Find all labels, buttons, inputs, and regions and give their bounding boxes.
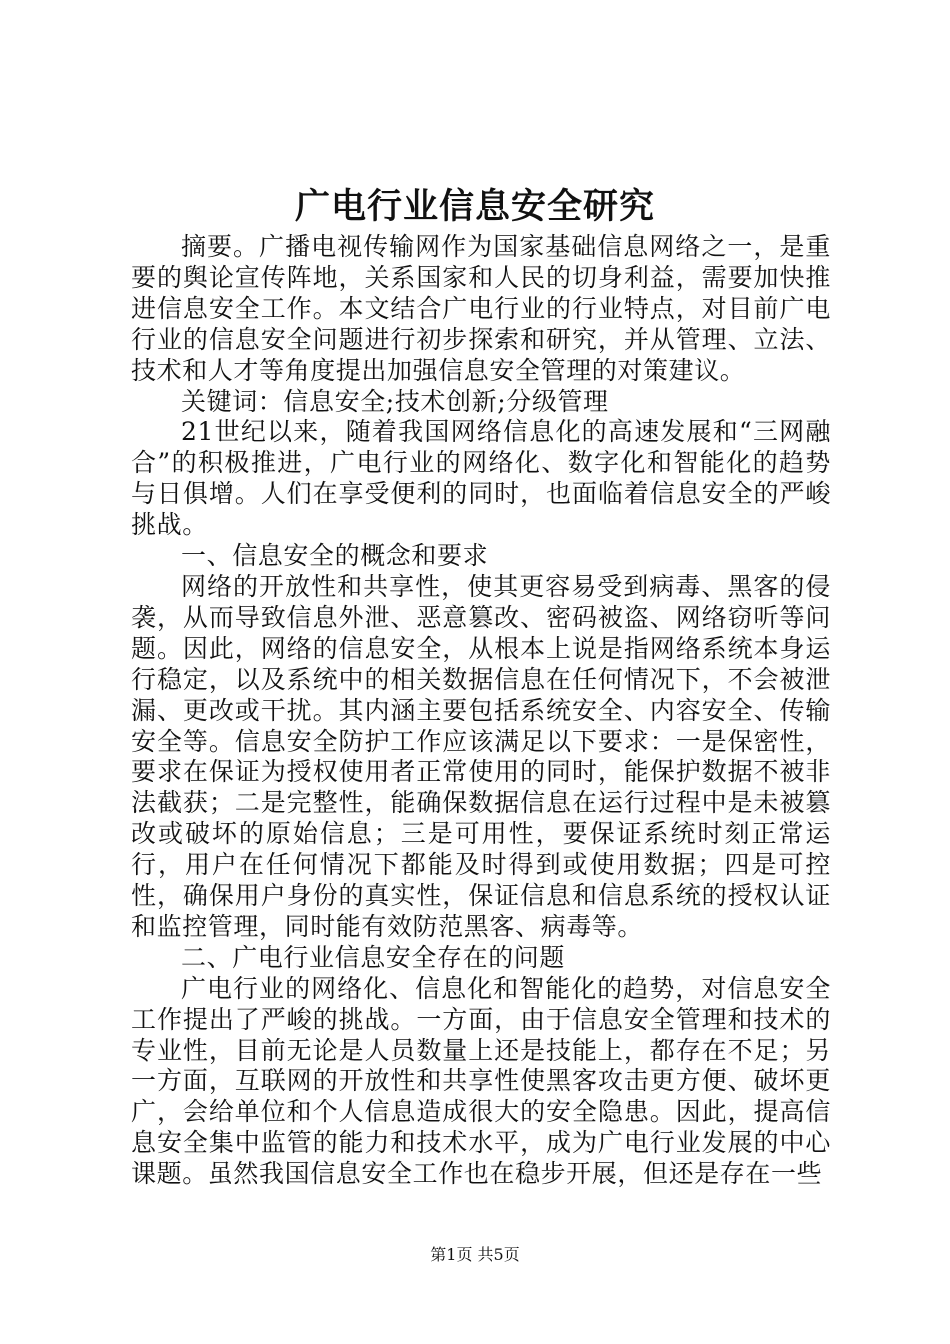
section-heading-1: 一、信息安全的概念和要求 [181, 541, 489, 571]
intro-paragraph: 21世纪以来，随着我国网络信息化的高速发展和“三网融合”的积极推进，广电行业的网络化、数字化和智能化的趋势与日俱增。人们在享受便利的同时，也面临着信息安全的严峻挑战。 [131, 417, 831, 540]
section-2-paragraph: 广电行业的网络化、信息化和智能化的趋势，对信息安全工作提出了严峻的挑战。一方面，由于信息安全管理和技术的专业性，目前无论是人员数量上还是技能上，都存在不足；另一方面，互联网的开放性和共享性使黑客攻击更方便、破坏更广，会给单位和个人信息造成很大的安全隐患。因此，提高信息安全集中监管的能力和技术水平，成为广电行业发展的中心课题。虽然我国信息安全工作也在稳步开展，但还是存在一些 [131, 973, 831, 1189]
page-footer: 第1页 共5页 [430, 1245, 520, 1264]
section-heading-2: 二、广电行业信息安全存在的问题 [181, 942, 566, 972]
document-title: 广电行业信息安全研究 [294, 186, 655, 227]
section-1-paragraph: 网络的开放性和共享性，使其更容易受到病毒、黑客的侵袭，从而导致信息外泄、恶意篡改、密码被盗、网络窃听等问题。因此，网络的信息安全，从根本上说是指网络系统本身运行稳定，以及系统中的相关数据信息在任何情况下，不会被泄漏、更改或干扰。其内涵主要包括系统安全、内容安全、传输安全等。信息安全防护工作应该满足以下要求：一是保密性，要求在保证为授权使用者正常使用的同时，能保护数据不被非法截获；二是完整性，能确保数据信息在运行过程中是未被篡改或破坏的原始信息；三是可用性，要保证系统时刻正常运行，用户在任何情况下都能及时得到或使用数据；四是可控性，确保用户身份的真实性，保证信息和信息系统的授权认证和监控管理，同时能有效防范黑客、病毒等。 [131, 571, 831, 941]
abstract-paragraph: 摘要。广播电视传输网作为国家基础信息网络之一，是重要的舆论宣传阵地，关系国家和人民的切身利益，需要加快推进信息安全工作。本文结合广电行业的行业特点，对目前广电行业的信息安全问题进行初步探索和研究，并从管理、立法、技术和人才等角度提出加强信息安全管理的对策建议。 [131, 232, 831, 385]
document-body [131, 232, 831, 1190]
keywords-paragraph: 关键词：信息安全;技术创新;分级管理 [181, 386, 609, 416]
